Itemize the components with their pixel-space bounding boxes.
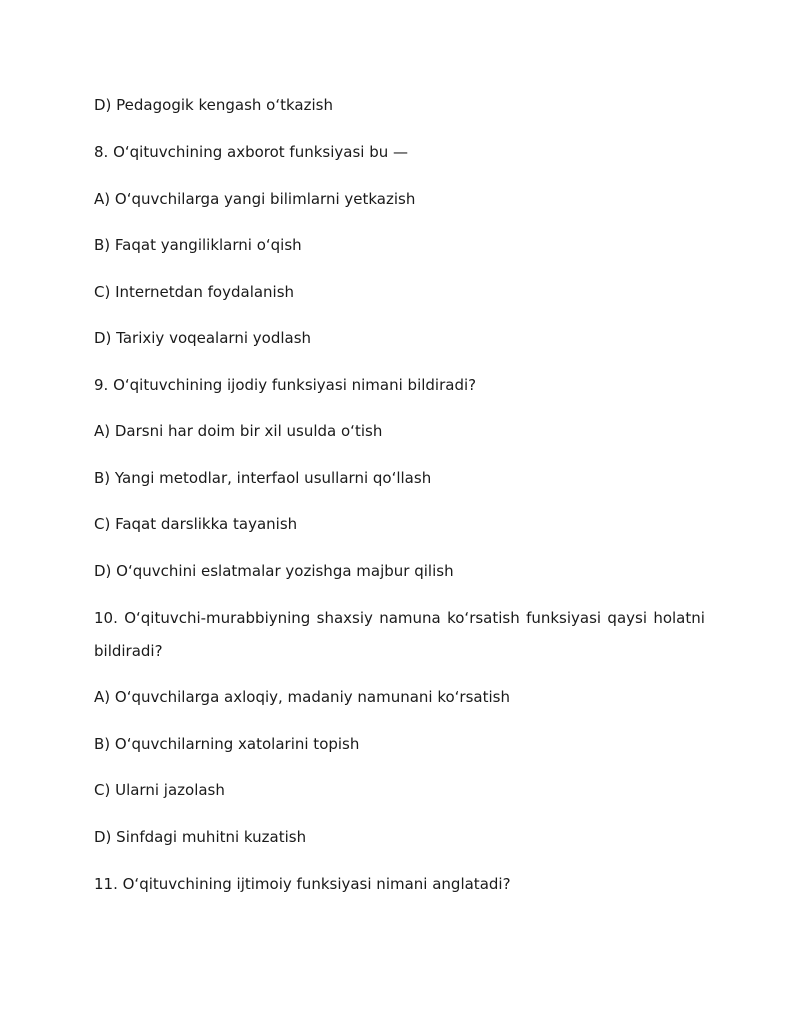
question-10-line-2: bildiradi? xyxy=(94,642,163,660)
question-8: 8. O‘qituvchining axborot funksiyasi bu — xyxy=(94,143,409,161)
option-c-q10: C) Ularni jazolash xyxy=(94,781,225,799)
q10-word: holatni xyxy=(653,609,705,627)
option-b-q8: B) Faqat yangiliklarni o‘qish xyxy=(94,236,302,254)
option-d-q8: D) Tarixiy voqealarni yodlash xyxy=(94,329,312,347)
option-d-q9: D) O‘quvchini eslatmalar yozishga majbur qilish xyxy=(94,562,454,580)
q10-word: O‘qituvchi-murabbiyning xyxy=(124,609,311,627)
option-d-q10: D) Sinfdagi muhitni kuzatish xyxy=(94,828,307,846)
option-c-q9: C) Faqat darslikka tayanish xyxy=(94,515,298,533)
option-b-q9: B) Yangi metodlar, interfaol usullarni qo‘llash xyxy=(94,469,432,487)
q10-word: namuna xyxy=(379,609,441,627)
question-11: 11. O‘qituvchining ijtimoiy funksiyasi nimani anglatadi? xyxy=(94,875,511,893)
q10-word: ko‘rsatish xyxy=(447,609,520,627)
q10-word: 10. xyxy=(94,609,118,627)
option-c-q8: C) Internetdan foydalanish xyxy=(94,283,295,301)
option-d-q7: D) Pedagogik kengash o‘tkazish xyxy=(94,96,333,114)
q10-word: funksiyasi xyxy=(526,609,602,627)
q10-word: shaxsiy xyxy=(316,609,373,627)
q10-word: qaysi xyxy=(607,609,647,627)
question-9: 9. O‘qituvchining ijodiy funksiyasi nimani bildiradi? xyxy=(94,376,477,394)
option-b-q10: B) O‘quvchilarning xatolarini topish xyxy=(94,735,360,753)
question-10-line-1 xyxy=(94,608,705,628)
option-a-q8: A) O‘quvchilarga yangi bilimlarni yetkazish xyxy=(94,190,416,208)
option-a-q9: A) Darsni har doim bir xil usulda o‘tish xyxy=(94,422,383,440)
option-a-q10: A) O‘quvchilarga axloqiy, madaniy namunani ko‘rsatish xyxy=(94,688,510,706)
